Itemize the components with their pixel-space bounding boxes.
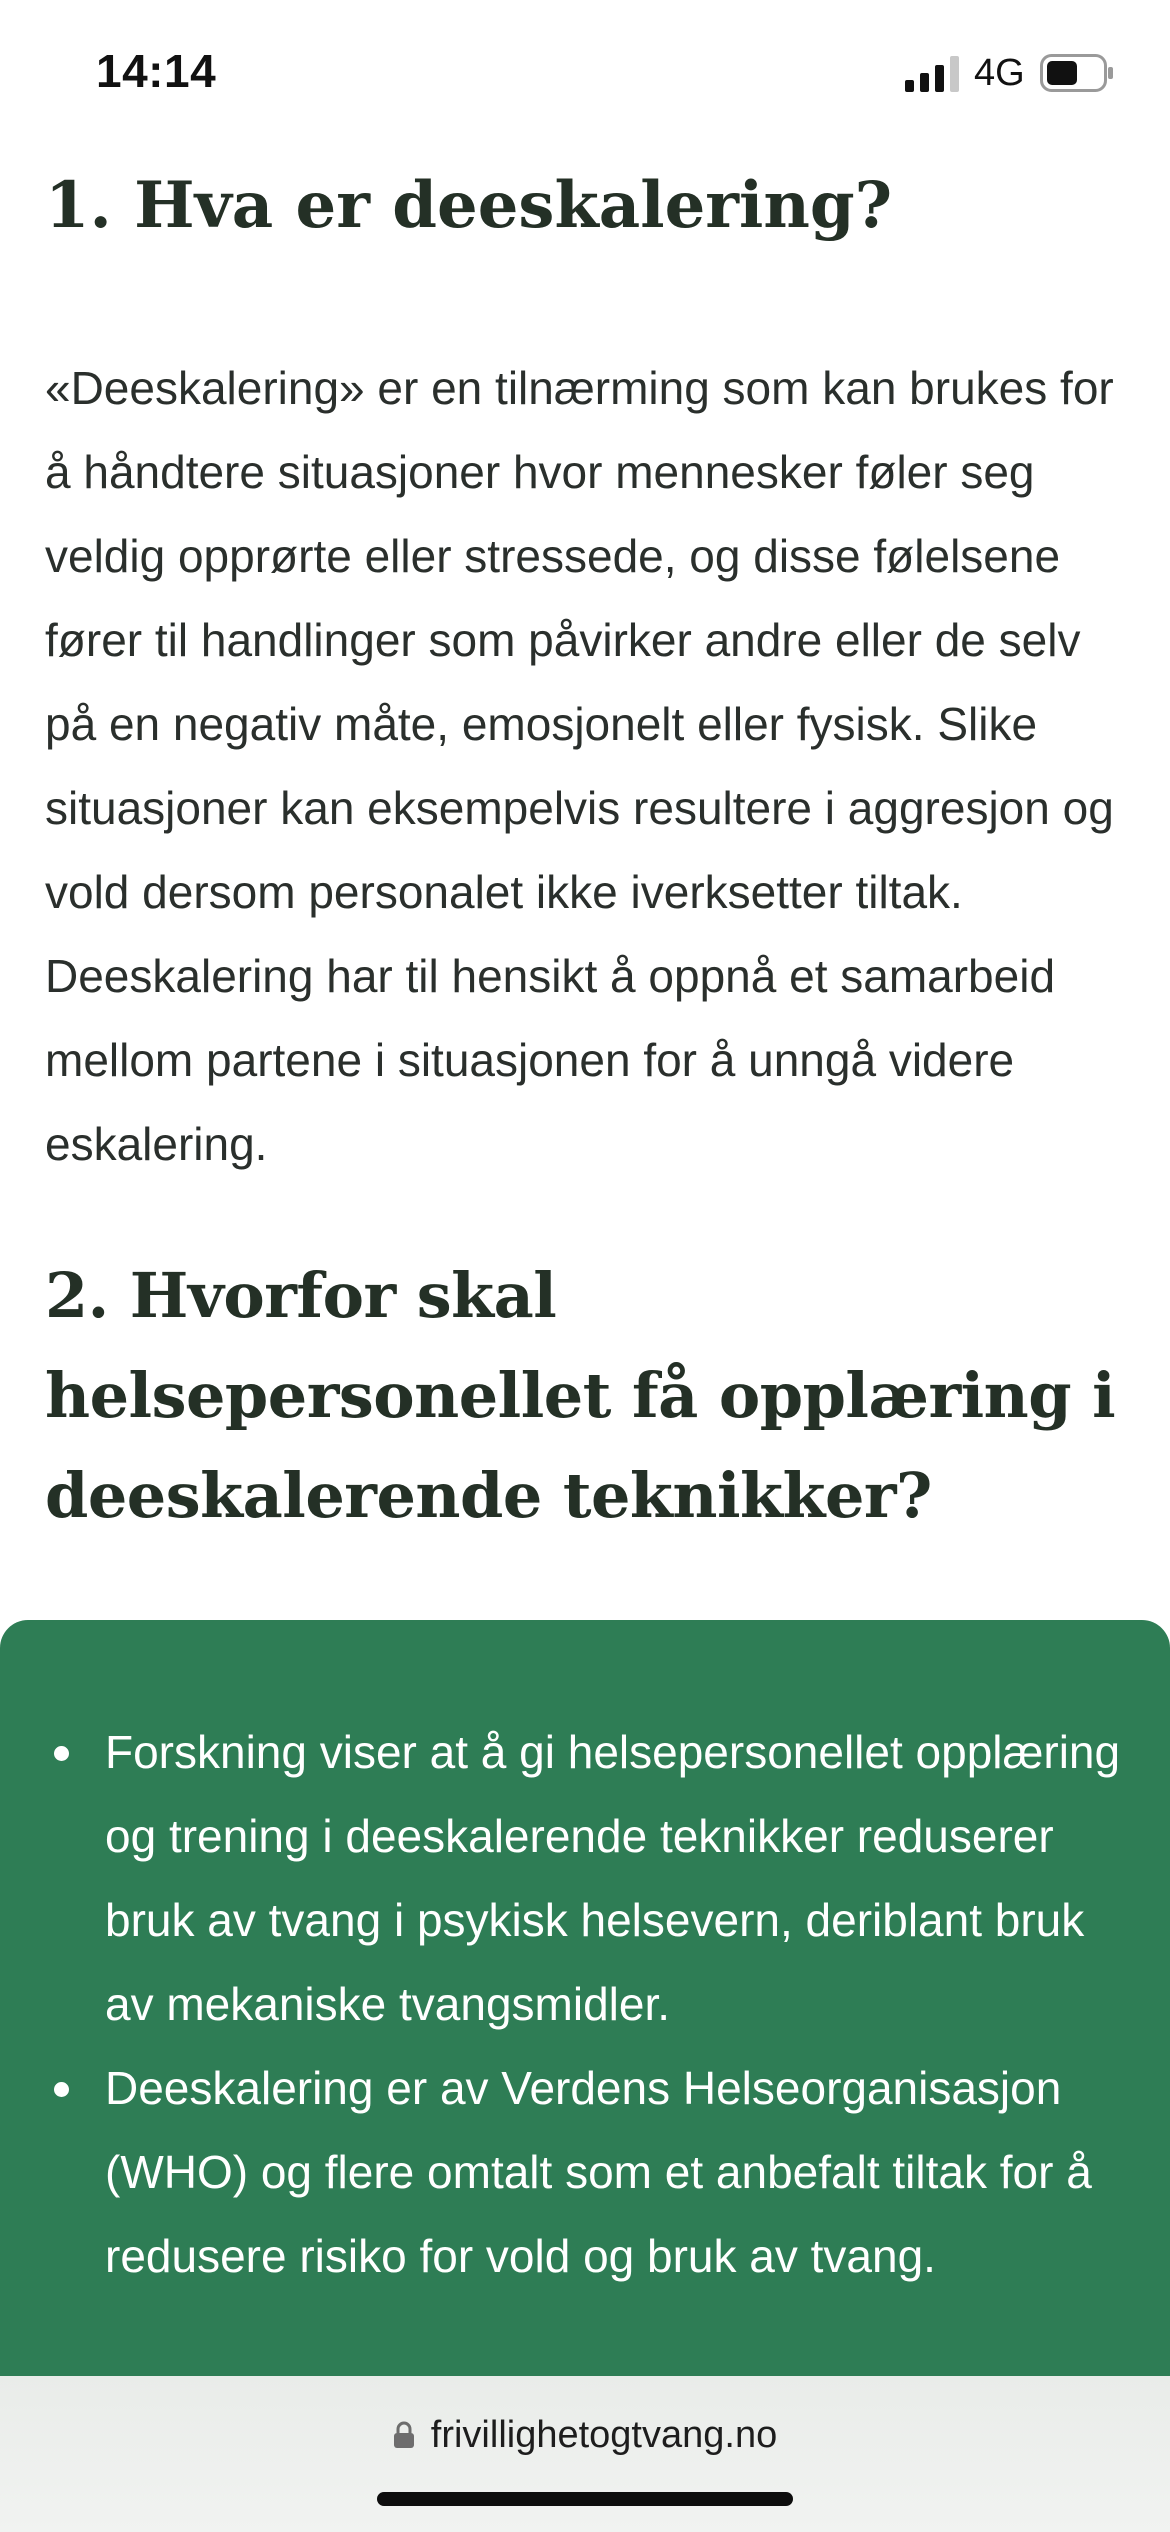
bullet-dot bbox=[54, 2082, 69, 2097]
browser-address-bar[interactable] bbox=[0, 2376, 1170, 2532]
section-2-heading: 2. Hvorfor skal helsepersonellet få opplæring i deeskalerende teknikker? bbox=[45, 1259, 1116, 1532]
battery-icon bbox=[1040, 54, 1114, 92]
signal-icon bbox=[905, 56, 961, 92]
list-item-text: Deeskalering er av Verdens Helseorganisasjon (WHO) og flere omtalt som et anbefalt tiltak for å redusere risiko for vold og bruk av tvang. bbox=[105, 2062, 1092, 2282]
url-display[interactable] bbox=[0, 2414, 1170, 2457]
list-item bbox=[0, 1710, 1170, 2046]
url-text: frivillighetogtvang.no bbox=[430, 2414, 778, 2456]
section-1-heading: 1. Hva er deeskalering? bbox=[45, 168, 893, 243]
lock-icon bbox=[393, 2421, 415, 2449]
list-item-text: Forskning viser at å gi helsepersonellet opplæring og trening i deeskalerende teknikker reduserer bruk av tvang i psykisk helsevern, deriblant bruk av mekaniske tvangsmidler. bbox=[105, 1726, 1121, 2030]
home-indicator[interactable] bbox=[377, 2492, 793, 2506]
bullet-dot bbox=[54, 1746, 69, 1761]
list-item bbox=[0, 2046, 1170, 2298]
bullet-list bbox=[0, 1710, 1170, 2298]
section-1-paragraph: «Deeskalering» er en tilnærming som kan brukes for å håndtere situasjoner hvor mennesker føler seg veldig opprørte eller stressede, og disse følelsene fører til handlinger som påvirker andre eller de selv på en negativ måte, emosjonelt eller fysisk. Slike situasjoner kan eksempelvis resultere i aggresjon og vold dersom personalet ikke iverksetter tiltak. Deeskalering har til hensikt å oppnå et samarbeid mellom partene i situasjonen for å unngå videre eskalering. bbox=[45, 362, 1114, 1170]
network-label: 4G bbox=[974, 52, 1025, 94]
status-bar bbox=[0, 0, 1170, 140]
status-time: 14:14 bbox=[96, 45, 217, 97]
